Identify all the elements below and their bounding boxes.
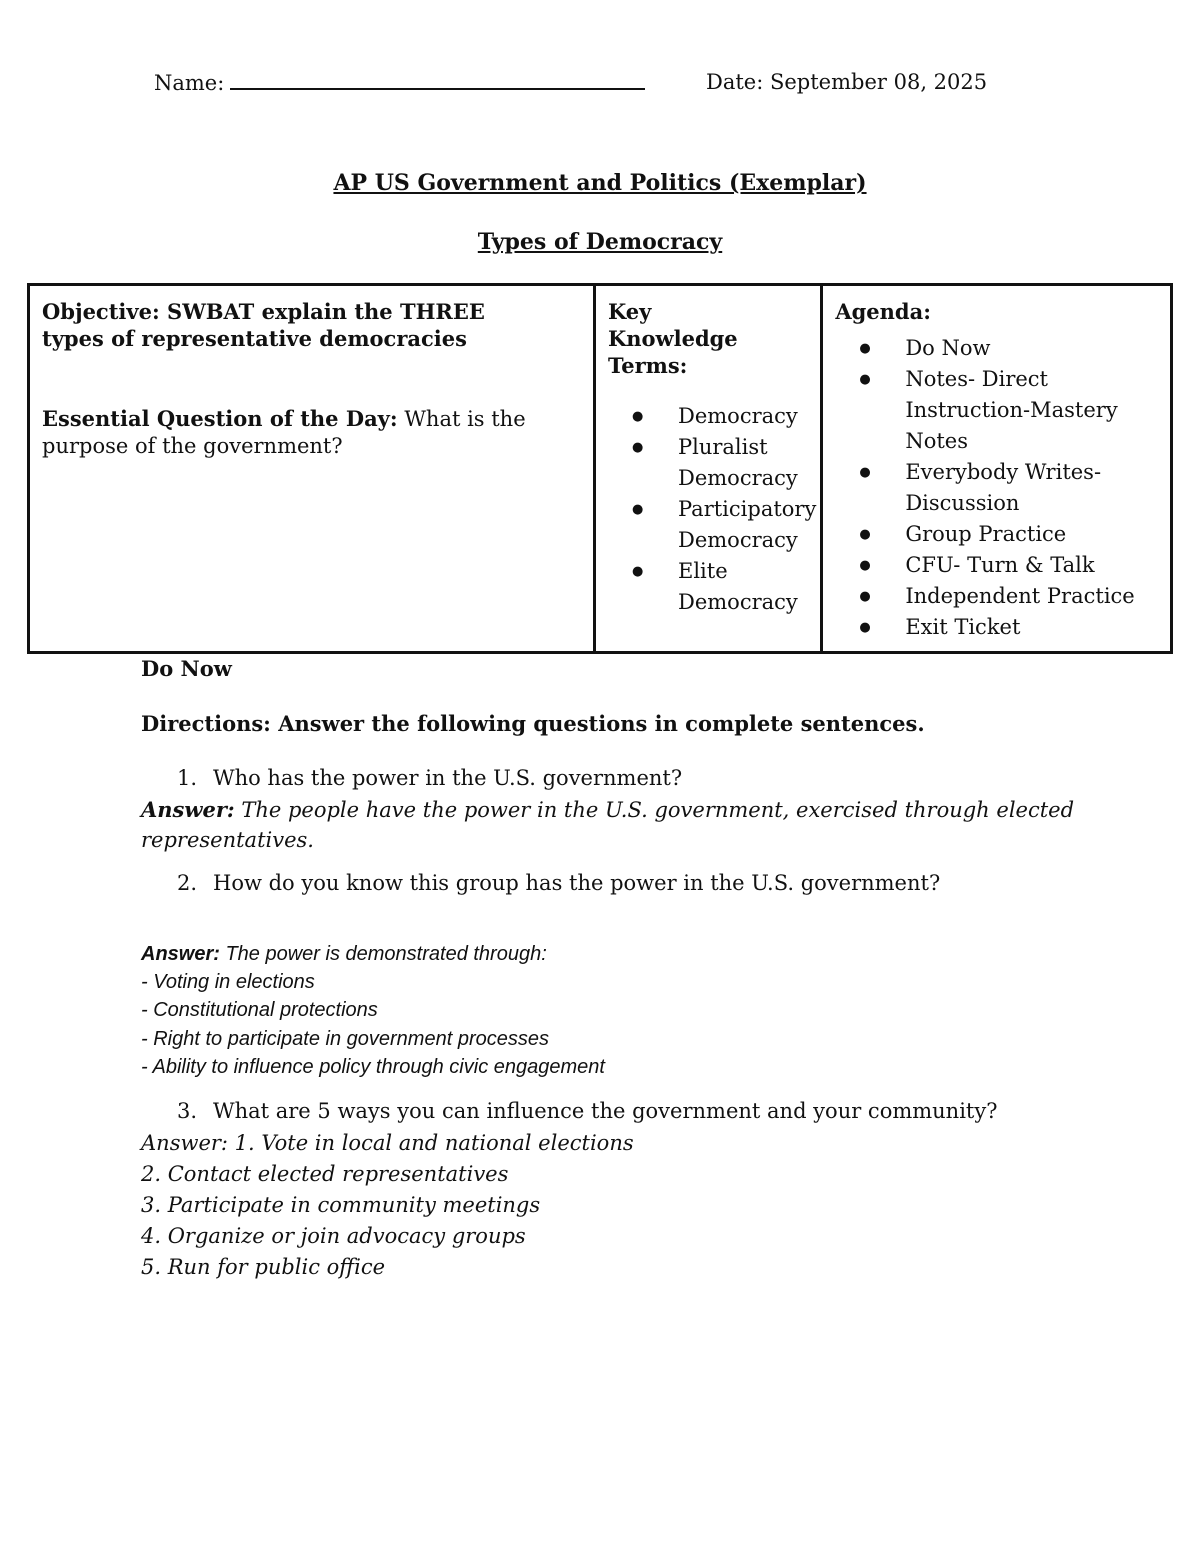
answer-text: The people have the power in the U.S. government, exercised through elected [241,798,1075,822]
name-blank-line[interactable] [230,70,645,90]
name-field [154,70,645,95]
question-1 [177,766,682,790]
answer-2-item: - Right to participate in government processes [141,1028,549,1050]
answer-intro: The power is demonstrated through: [225,943,547,965]
question-text: How do you know this group has the power in the U.S. government? [213,871,941,895]
answer-2-item: - Ability to influence policy through civic engagement [141,1056,605,1078]
question-2 [177,871,940,895]
agenda-item: ● Do Now [835,333,1160,364]
answer-label: Answer: [141,797,235,822]
answer-label: Answer: [141,943,220,965]
agenda-item: ● Everybody Writes-Discussion [835,457,1160,519]
do-now-heading: Do Now [141,656,232,681]
agenda-item: ● Independent Practice [835,581,1160,612]
objective-text: Objective: SWBAT explain the THREE types of representative democracies [42,299,485,351]
agenda-item: ● Group Practice [835,519,1160,550]
lesson-overview-table [27,283,1173,654]
agenda-cell [822,285,1172,653]
question-3 [177,1099,998,1123]
answer-1 [141,797,1074,822]
key-terms-list [608,401,816,618]
agenda-item: ● CFU- Turn & Talk [835,550,1160,581]
essential-question [42,405,572,460]
answer-1-continued: representatives. [141,828,314,852]
objective-cell [29,285,595,653]
question-number: 3. [177,1099,198,1123]
question-text: Who has the power in the U.S. government? [213,766,683,790]
key-term-item: ● Elite Democracy [608,556,816,618]
key-term-item: ● Participatory Democracy [608,494,816,556]
key-term-item: ● Pluralist Democracy [608,432,816,494]
key-terms-label: Key Knowledge Terms: [608,299,738,378]
eq-text: What is the purpose of the government? [42,407,526,458]
agenda-label: Agenda: [835,299,931,324]
agenda-item: ● Exit Ticket [835,612,1160,643]
course-title: AP US Government and Politics (Exemplar) [333,170,867,196]
answer-2 [141,943,547,966]
answer-2-item: - Constitutional protections [141,999,378,1021]
date-label: Date: September 08, 2025 [706,70,988,94]
answer-3-line: 3. Participate in community meetings [141,1193,541,1217]
eq-label: Essential Question of the Day: [42,406,398,431]
key-term-item: ● Democracy [608,401,816,432]
answer-3-line: 5. Run for public office [141,1255,386,1279]
question-text: What are 5 ways you can influence the government and your community? [213,1099,998,1123]
question-number: 1. [177,766,198,790]
answer-3-line: 2. Contact elected representatives [141,1162,509,1186]
answer-2-item: - Voting in elections [141,971,315,993]
answer-3-line: 4. Organize or join advocacy groups [141,1224,526,1248]
name-label: Name: [154,71,225,95]
key-terms-cell [595,285,822,653]
directions: Directions: Answer the following questions in complete sentences. [141,711,925,736]
question-number: 2. [177,871,198,895]
agenda-list [835,333,1160,643]
lesson-title: Types of Democracy [477,229,723,255]
agenda-item: ● Notes- Direct Instruction-Mastery Notes [835,364,1160,457]
answer-3-line: Answer: 1. Vote in local and national elections [141,1131,634,1155]
